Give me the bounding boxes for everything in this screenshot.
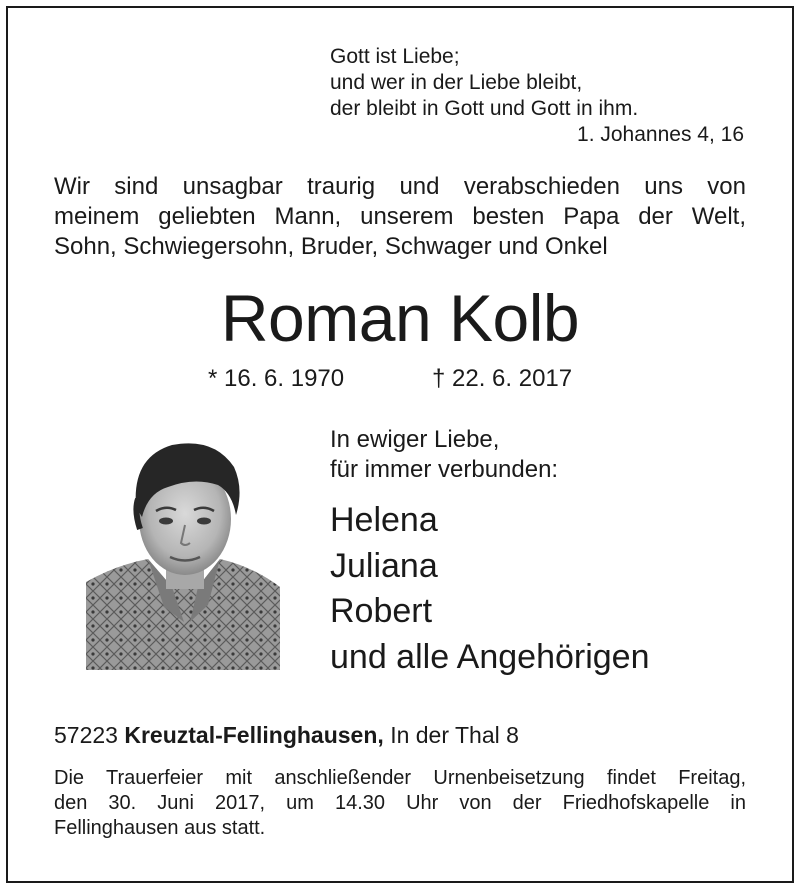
survivor-name: Robert xyxy=(330,592,433,630)
deceased-name: Roman Kolb xyxy=(220,281,580,355)
town: Kreuztal-Fellinghausen, xyxy=(124,722,384,748)
survivor-name: Helena xyxy=(330,501,438,539)
survivors-list xyxy=(330,498,650,680)
birth-date: * 16. 6. 1970 xyxy=(208,365,345,392)
love-line: In ewiger Liebe, xyxy=(330,426,500,453)
bible-verse xyxy=(330,44,750,148)
verse-line: Gott ist Liebe; xyxy=(330,45,460,68)
death-date: † 22. 6. 2017 xyxy=(432,365,573,392)
intro-line: Sohn, Schwiegersohn, Bruder, Schwager und Onkel xyxy=(54,233,608,260)
survivor-name: und alle Angehörigen xyxy=(330,637,650,676)
service-line: den 30. Juni 2017, um 14.30 Uhr von der Friedhofskapelle in xyxy=(54,792,746,814)
intro-text xyxy=(54,172,746,262)
verse-line: und wer in der Liebe bleibt, xyxy=(330,71,583,94)
street: In der Thal 8 xyxy=(390,722,519,748)
survivor-name: Juliana xyxy=(330,546,438,585)
service-line: Fellinghausen aus statt. xyxy=(54,817,266,839)
service-line: Die Trauerfeier mit anschließender Urnenbeisetzung findet Freitag, xyxy=(54,767,746,789)
love-line: für immer verbunden: xyxy=(330,456,559,483)
postcode: 57223 xyxy=(54,722,118,748)
verse-reference: 1. Johannes 4, 16 xyxy=(577,123,744,146)
service-info xyxy=(54,766,746,841)
verse-line: der bleibt in Gott und Gott in ihm. xyxy=(330,97,639,120)
intro-line: Wir sind unsagbar traurig und verabschieden uns von xyxy=(54,173,746,200)
intro-line: meinem geliebten Mann, unserem besten Papa der Welt, xyxy=(54,203,746,230)
address xyxy=(54,720,519,750)
portrait-photo xyxy=(86,437,280,670)
love-text xyxy=(330,425,558,485)
